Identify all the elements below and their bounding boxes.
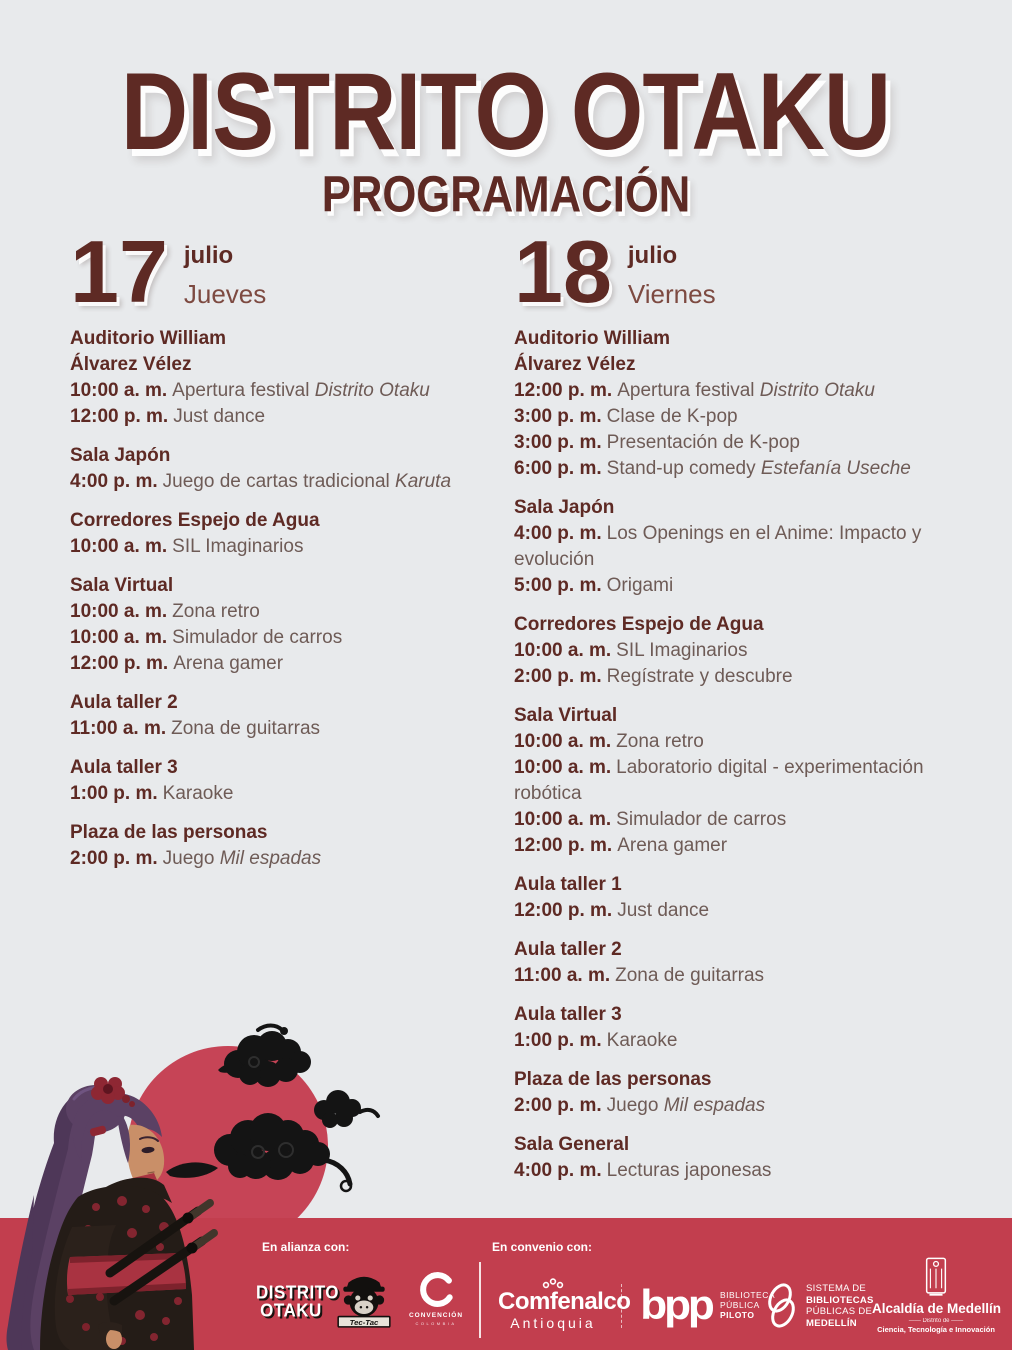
venue-heading: Corredores Espejo de Agua (70, 510, 320, 531)
bpp-logo-abbr: bpp (640, 1281, 712, 1328)
anime-girl-illustration (0, 1075, 244, 1350)
event-description: Just dance (617, 900, 710, 921)
event-description: Juego (606, 1095, 664, 1116)
schedule-section (70, 755, 500, 807)
distrito-otaku-logo-line2: OTAKU (260, 1300, 322, 1321)
event-italic-title: Karuta (395, 471, 452, 492)
day-month: julio (627, 242, 678, 269)
schedule-section (70, 443, 500, 495)
event-description: Regístrate y descubre (606, 666, 793, 687)
event-italic-title: Distrito Otaku (759, 380, 875, 401)
schedule-section (514, 612, 962, 690)
schedule-section (514, 1067, 962, 1119)
venue-heading: Aula taller 3 (514, 1004, 622, 1025)
event-line (70, 378, 500, 404)
event-time: 3:00 p. m. (514, 406, 602, 427)
comfenalco-logo (498, 1278, 631, 1331)
event-description: Apertura festival (172, 380, 315, 401)
event-line (514, 1158, 962, 1184)
venue-heading: Sala Virtual (70, 575, 174, 596)
alliance-label: En alianza con: (262, 1240, 350, 1254)
event-line (70, 651, 500, 677)
event-description: SIL Imaginarios (616, 640, 748, 661)
tec-tac-mascot-icon (336, 1268, 392, 1330)
event-description: Simulador de carros (616, 809, 787, 830)
event-time: 6:00 p. m. (514, 458, 602, 479)
event-time: 10:00 a. m. (514, 640, 612, 661)
event-line (514, 456, 962, 482)
event-time: 2:00 p. m. (514, 666, 602, 687)
comfenalco-microtext-divider (621, 1284, 622, 1328)
schedule-section (514, 1132, 962, 1184)
venue-heading: Aula taller 3 (70, 757, 178, 778)
event-line (514, 729, 962, 755)
day-weekday: Viernes (627, 279, 716, 309)
bpp-line: BIBLIOTECA (719, 1290, 776, 1300)
event-italic-title: Mil espadas (663, 1095, 766, 1116)
event-line (514, 807, 962, 833)
event-line (514, 378, 962, 404)
event-description: Lecturas japonesas (606, 1160, 772, 1181)
schedule-section (70, 326, 500, 430)
schedule-section (70, 690, 500, 742)
footer-divider (479, 1262, 481, 1338)
event-description: Clase de K-pop (606, 406, 738, 427)
tec-tac-logo (336, 1268, 392, 1335)
schedule-section (70, 508, 500, 560)
event-line (514, 573, 962, 599)
event-time: 10:00 a. m. (514, 809, 612, 830)
event-time: 10:00 a. m. (514, 731, 612, 752)
event-description: Zona retro (616, 731, 704, 752)
schedule-section (514, 1002, 962, 1054)
subtitle-block (0, 164, 1012, 223)
sistema-line: PÚBLICAS DE (806, 1306, 873, 1317)
comfenalco-logo-region: Antioquia (510, 1315, 596, 1331)
alcaldia-medellin-logo (872, 1256, 1000, 1334)
alcaldia-logo-district: —— Distrito de —— (872, 1318, 1000, 1324)
venue-heading: Sala General (514, 1134, 630, 1155)
comfenalco-logo-name: Comfenalco (498, 1288, 631, 1315)
event-description: Zona de guitarras (171, 718, 321, 739)
venue-heading: Aula taller 1 (514, 874, 622, 895)
event-time: 12:00 p. m. (514, 835, 613, 856)
event-time: 12:00 p. m. (70, 653, 169, 674)
event-time: 10:00 a. m. (514, 757, 612, 778)
day-number: 18 (514, 222, 612, 321)
event-line (70, 716, 500, 742)
event-time: 12:00 p. m. (514, 900, 613, 921)
agreement-label: En convenio con: (492, 1240, 593, 1254)
venue-heading: Sala Japón (70, 445, 171, 466)
event-time: 3:00 p. m. (514, 432, 602, 453)
event-line (70, 781, 500, 807)
event-line (70, 534, 500, 560)
poster-title: DISTRITO OTAKU (121, 51, 891, 174)
sistema-bibliotecas-logo (764, 1280, 874, 1332)
event-time: 5:00 p. m. (514, 575, 602, 596)
event-time: 10:00 a. m. (70, 536, 168, 557)
alcaldia-logo-name: Alcaldía de Medellín (872, 1301, 1002, 1316)
event-description: Los Openings en el Anime: Impacto y evolución (514, 523, 922, 570)
event-time: 4:00 p. m. (514, 1160, 602, 1181)
event-line (70, 846, 500, 872)
svg-text:Tec-Tac: Tec-Tac (349, 1317, 379, 1327)
event-description: Simulador de carros (172, 627, 343, 648)
bpp-logo (640, 1281, 776, 1328)
schedule-column-thursday (70, 326, 500, 885)
venue-heading: Sala Japón (514, 497, 615, 518)
venue-heading: Plaza de las personas (514, 1069, 712, 1090)
venue-heading: Álvarez Vélez (70, 354, 192, 375)
distrito-otaku-logo (256, 1282, 340, 1321)
event-italic-title: Estefanía Useche (760, 458, 911, 479)
convencion-emblem-icon (414, 1268, 458, 1310)
event-description: Apertura festival (617, 380, 760, 401)
schedule-section (70, 820, 500, 872)
event-line (70, 469, 500, 495)
event-line (514, 1093, 962, 1119)
event-description: Karaoke (162, 783, 234, 804)
venue-heading: Auditorio William (70, 328, 227, 349)
event-description: Zona retro (172, 601, 260, 622)
event-time: 1:00 p. m. (514, 1030, 602, 1051)
day-labels (184, 242, 266, 310)
event-line (514, 404, 962, 430)
event-time: 12:00 p. m. (514, 380, 613, 401)
event-line (514, 898, 962, 924)
day-labels (628, 242, 716, 310)
schedule-section (514, 872, 962, 924)
event-description: Origami (606, 575, 674, 596)
event-line (514, 1028, 962, 1054)
sistema-line: BIBLIOTECAS (806, 1294, 874, 1306)
event-line (514, 963, 962, 989)
cloud-right-small (314, 1090, 378, 1128)
event-time: 10:00 a. m. (70, 627, 168, 648)
event-time: 10:00 a. m. (70, 380, 168, 401)
bpp-line: PILOTO (719, 1310, 755, 1320)
sistema-line: SISTEMA DE (806, 1283, 867, 1294)
event-time: 11:00 a. m. (70, 718, 167, 739)
venue-heading: Plaza de las personas (70, 822, 268, 843)
event-line (70, 599, 500, 625)
event-italic-title: Mil espadas (219, 848, 322, 869)
schedule-section (514, 495, 962, 599)
alcaldia-logo-slogan: Ciencia, Tecnología e Innovación (877, 1325, 995, 1334)
event-line (514, 664, 962, 690)
event-line (70, 625, 500, 651)
venue-heading: Corredores Espejo de Agua (514, 614, 764, 635)
event-time: 4:00 p. m. (70, 471, 158, 492)
event-time: 2:00 p. m. (70, 848, 158, 869)
event-time: 4:00 p. m. (514, 523, 602, 544)
venue-heading: Auditorio William (514, 328, 671, 349)
event-line (514, 430, 962, 456)
event-description: Presentación de K-pop (606, 432, 800, 453)
day-weekday: Jueves (183, 279, 267, 309)
sistema-bibliotecas-text (806, 1283, 874, 1329)
event-time: 1:00 p. m. (70, 783, 158, 804)
event-description: Karaoke (606, 1030, 678, 1051)
event-description: Arena gamer (173, 653, 284, 674)
venue-heading: Sala Virtual (514, 705, 618, 726)
event-line (514, 833, 962, 859)
library-loops-icon (764, 1280, 798, 1332)
venue-heading: Aula taller 2 (70, 692, 178, 713)
schedule-section (514, 703, 962, 859)
schedule-section (514, 326, 962, 482)
schedule-section (514, 937, 962, 989)
day-month: julio (183, 242, 234, 269)
event-description: Arena gamer (617, 835, 728, 856)
event-description: Stand-up comedy (606, 458, 761, 479)
event-time: 12:00 p. m. (70, 406, 169, 427)
event-description: Just dance (173, 406, 266, 427)
event-line (514, 521, 962, 573)
schedule-column-friday (514, 326, 962, 1197)
day-header-18 (514, 222, 716, 321)
event-line (514, 638, 962, 664)
event-time: 2:00 p. m. (514, 1095, 602, 1116)
event-time: 11:00 a. m. (514, 965, 611, 986)
distrito-otaku-logo-line1: DISTRITO (256, 1282, 340, 1303)
convencion-logo-sub: COLOMBIA (415, 1321, 457, 1326)
convencion-logo (406, 1268, 466, 1326)
event-description: Zona de guitarras (615, 965, 765, 986)
convencion-logo-name: CONVENCIÓN (408, 1312, 464, 1319)
event-time: 10:00 a. m. (70, 601, 168, 622)
alcaldia-emblem-icon (922, 1256, 950, 1298)
title-block (0, 51, 1012, 174)
event-line (70, 404, 500, 430)
poster-subtitle: PROGRAMACIÓN (321, 164, 691, 223)
venue-heading: Álvarez Vélez (514, 354, 636, 375)
venue-heading: Aula taller 2 (514, 939, 622, 960)
bpp-line: PÚBLICA (719, 1300, 760, 1310)
sistema-line: MEDELLÍN (806, 1317, 857, 1329)
event-description: Laboratorio digital - experimentación robótica (514, 757, 924, 804)
schedule-section (70, 573, 500, 677)
day-number: 17 (70, 222, 168, 321)
event-description: Juego de cartas tradicional (162, 471, 396, 492)
event-italic-title: Distrito Otaku (314, 380, 430, 401)
day-header-17 (70, 222, 267, 321)
cloud-swirl-small (258, 1026, 282, 1031)
event-line (514, 755, 962, 807)
event-description: SIL Imaginarios (172, 536, 304, 557)
event-description: Juego (162, 848, 220, 869)
